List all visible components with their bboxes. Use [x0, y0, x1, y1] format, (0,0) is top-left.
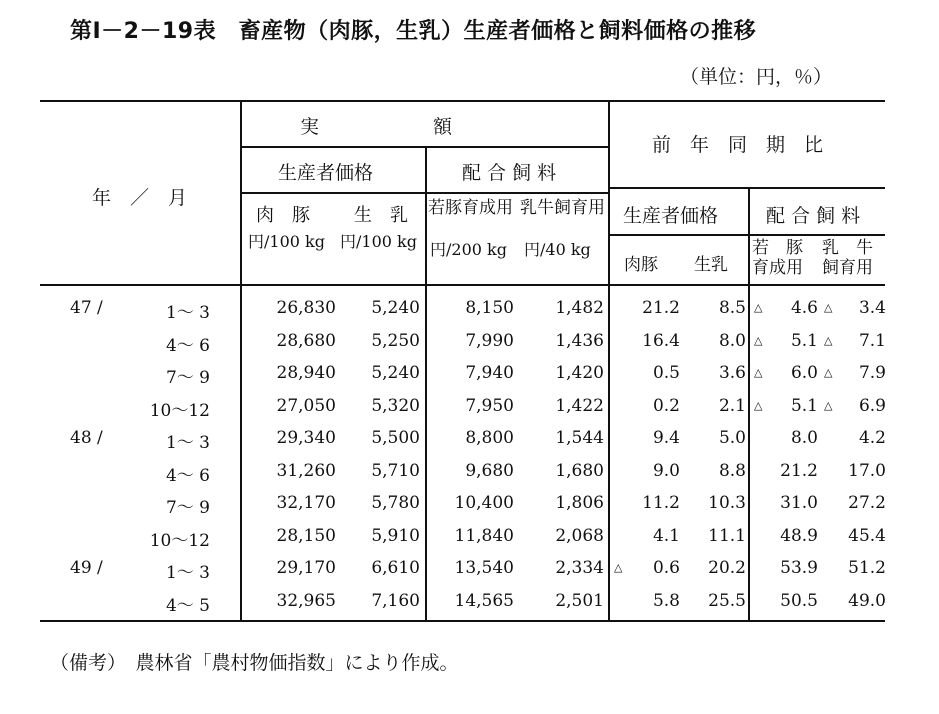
negative-mark-icon: △	[754, 333, 763, 347]
cell-dairy: 1,482	[555, 298, 604, 318]
cell-y-pork: 9.0	[652, 460, 680, 481]
row-year: 49 /	[70, 558, 103, 578]
header-dairy-feed-unit: 円/40 kg	[524, 240, 591, 259]
cell-dairy: 1,436	[555, 330, 604, 351]
header-producer-price: 生産者価格	[278, 162, 374, 184]
cell-piglet: 10,400	[454, 493, 514, 513]
header-yoy-pork: 肉豚	[624, 255, 658, 275]
row-period: 1～ 3	[165, 563, 210, 583]
cell-y-piglet: 4.6	[790, 298, 818, 318]
cell-y-pork: 0.2	[652, 395, 680, 416]
cell-y-milk: 8.8	[718, 460, 746, 481]
header-milk: 生 乳	[354, 205, 408, 226]
cell-y-dairy: 49.0	[848, 590, 886, 611]
header-yoy-dairy: 乳 牛 飼育用	[822, 238, 873, 278]
cell-y-piglet: 21.2	[780, 460, 818, 481]
cell-y-piglet: 6.0	[790, 363, 818, 383]
cell-y-pork: 9.4	[652, 428, 680, 448]
cell-y-dairy: 51.2	[848, 558, 886, 578]
header-pork-unit: 円/100 kg	[248, 232, 325, 251]
header-milk-unit: 円/100 kg	[340, 232, 417, 251]
header-yoy-milk: 生乳	[694, 255, 728, 275]
cell-y-dairy: 3.4	[858, 298, 886, 318]
cell-piglet: 7,940	[465, 363, 514, 383]
cell-pork: 29,340	[276, 428, 336, 448]
cell-pork: 27,050	[276, 395, 336, 416]
cell-dairy: 2,334	[555, 558, 604, 578]
header-piglet-feed-unit: 円/200 kg	[430, 240, 507, 259]
header-bottom-rule	[40, 284, 885, 286]
cell-milk: 5,910	[371, 525, 420, 546]
cell-piglet: 13,540	[454, 558, 514, 578]
cell-milk: 5,240	[371, 298, 420, 318]
cell-y-dairy: 7.1	[858, 330, 886, 351]
negative-mark-icon: △	[754, 398, 763, 412]
cell-y-piglet: 53.9	[780, 558, 818, 578]
header-year-month: 年 ／ 月	[92, 187, 188, 209]
header-yoy-producer-price: 生産者価格	[623, 205, 719, 227]
row-period: 10～12	[149, 400, 210, 421]
cell-y-dairy: 17.0	[848, 460, 886, 481]
negative-mark-icon: △	[824, 366, 833, 379]
cell-milk: 7,160	[371, 590, 420, 611]
cell-y-pork: 5.8	[652, 590, 680, 611]
cell-y-piglet: 5.1	[790, 395, 818, 416]
cell-piglet: 8,800	[465, 428, 514, 448]
header-actual: 実 額	[300, 116, 453, 138]
cell-dairy: 1,420	[555, 363, 604, 383]
row-period: 4～ 5	[165, 595, 210, 616]
col-divider-actual-yoy	[608, 100, 610, 620]
cell-pork: 32,170	[276, 493, 336, 513]
row-year: 48 /	[70, 428, 103, 448]
col-divider-yoy-feed	[748, 187, 750, 620]
cell-piglet: 7,990	[465, 330, 514, 351]
yoy-sub-rule	[608, 234, 885, 236]
cell-y-dairy: 6.9	[858, 395, 886, 416]
cell-piglet: 9,680	[465, 460, 514, 481]
cell-y-milk: 3.6	[718, 363, 746, 383]
cell-y-dairy: 4.2	[858, 428, 886, 448]
row-period: 4～ 6	[165, 335, 210, 356]
cell-y-pork: 21.2	[642, 298, 680, 318]
cell-dairy: 1,422	[555, 395, 604, 416]
header-yoy-compound-feed: 配 合 飼 料	[766, 205, 861, 227]
cell-y-pork: 4.1	[652, 525, 680, 546]
cell-y-pork: 0.6	[652, 558, 680, 578]
cell-y-milk: 10.3	[708, 493, 746, 513]
row-period: 1～ 3	[165, 433, 210, 453]
negative-mark-icon: △	[824, 301, 833, 314]
negative-mark-icon: △	[824, 333, 833, 347]
cell-pork: 28,680	[276, 330, 336, 351]
row-period: 1～ 3	[165, 303, 210, 323]
cell-y-milk: 8.5	[718, 298, 746, 318]
cell-pork: 26,830	[276, 298, 336, 318]
cell-y-piglet: 5.1	[790, 330, 818, 351]
yoy-group-rule	[608, 187, 885, 189]
unit-label: （単位：円，％）	[680, 66, 833, 88]
cell-y-milk: 11.1	[708, 525, 746, 546]
cell-dairy: 1,544	[555, 428, 604, 448]
table-bottom-rule	[40, 620, 885, 622]
col-divider-actual-feed	[425, 146, 427, 620]
cell-y-milk: 2.1	[718, 395, 746, 416]
col-divider-year	[240, 100, 242, 620]
cell-y-milk: 5.0	[718, 428, 746, 448]
cell-y-milk: 20.2	[708, 558, 746, 578]
row-period: 7～ 9	[165, 498, 210, 518]
header-pork: 肉 豚	[256, 205, 310, 226]
header-yoy: 前 年 同 期 比	[652, 134, 824, 156]
cell-dairy: 1,806	[555, 493, 604, 513]
cell-piglet: 14,565	[454, 590, 514, 611]
cell-y-piglet: 8.0	[790, 428, 818, 448]
cell-milk: 5,500	[371, 428, 420, 448]
header-piglet-feed: 若豚育成用	[428, 198, 513, 218]
cell-y-milk: 8.0	[718, 330, 746, 351]
page-title: 第Ⅰ－2－19表 畜産物（肉豚，生乳）生産者価格と飼料価格の推移	[70, 19, 757, 44]
footnote: （備考） 農林省「農村物価指数」により作成。	[50, 652, 459, 674]
cell-piglet: 11,840	[454, 525, 514, 546]
row-period: 4～ 6	[165, 465, 210, 486]
cell-y-dairy: 45.4	[848, 525, 886, 546]
cell-y-dairy: 27.2	[848, 493, 886, 513]
cell-milk: 5,780	[371, 493, 420, 513]
cell-y-milk: 25.5	[708, 590, 746, 611]
negative-mark-icon: △	[614, 561, 623, 574]
row-period: 10～12	[149, 530, 210, 551]
negative-mark-icon: △	[754, 301, 763, 314]
negative-mark-icon: △	[824, 398, 833, 412]
negative-mark-icon: △	[754, 366, 763, 379]
row-year: 47 /	[70, 298, 103, 318]
cell-dairy: 1,680	[555, 460, 604, 481]
cell-dairy: 2,068	[555, 525, 604, 546]
cell-y-pork: 16.4	[642, 330, 680, 351]
table-top-rule	[40, 100, 885, 102]
cell-dairy: 2,501	[555, 590, 604, 611]
cell-pork: 28,940	[276, 363, 336, 383]
subgroup-under-rule	[240, 192, 608, 194]
cell-pork: 28,150	[276, 525, 336, 546]
cell-y-piglet: 50.5	[780, 590, 818, 611]
cell-y-piglet: 48.9	[780, 525, 818, 546]
cell-y-pork: 0.5	[652, 363, 680, 383]
cell-piglet: 7,950	[465, 395, 514, 416]
header-yoy-piglet: 若 豚 育成用	[752, 238, 803, 278]
actual-under-rule	[240, 146, 608, 148]
header-compound-feed: 配 合 飼 料	[462, 162, 557, 184]
cell-y-piglet: 31.0	[780, 493, 818, 513]
cell-pork: 31,260	[276, 460, 336, 481]
cell-y-dairy: 7.9	[858, 363, 886, 383]
cell-milk: 5,710	[371, 460, 420, 481]
row-period: 7～ 9	[165, 368, 210, 388]
cell-piglet: 8,150	[465, 298, 514, 318]
cell-milk: 5,240	[371, 363, 420, 383]
cell-pork: 32,965	[276, 590, 336, 611]
cell-milk: 5,320	[371, 395, 420, 416]
cell-pork: 29,170	[276, 558, 336, 578]
header-dairy-feed: 乳牛飼育用	[520, 198, 605, 218]
cell-milk: 5,250	[371, 330, 420, 351]
cell-y-pork: 11.2	[642, 493, 680, 513]
cell-milk: 6,610	[371, 558, 420, 578]
